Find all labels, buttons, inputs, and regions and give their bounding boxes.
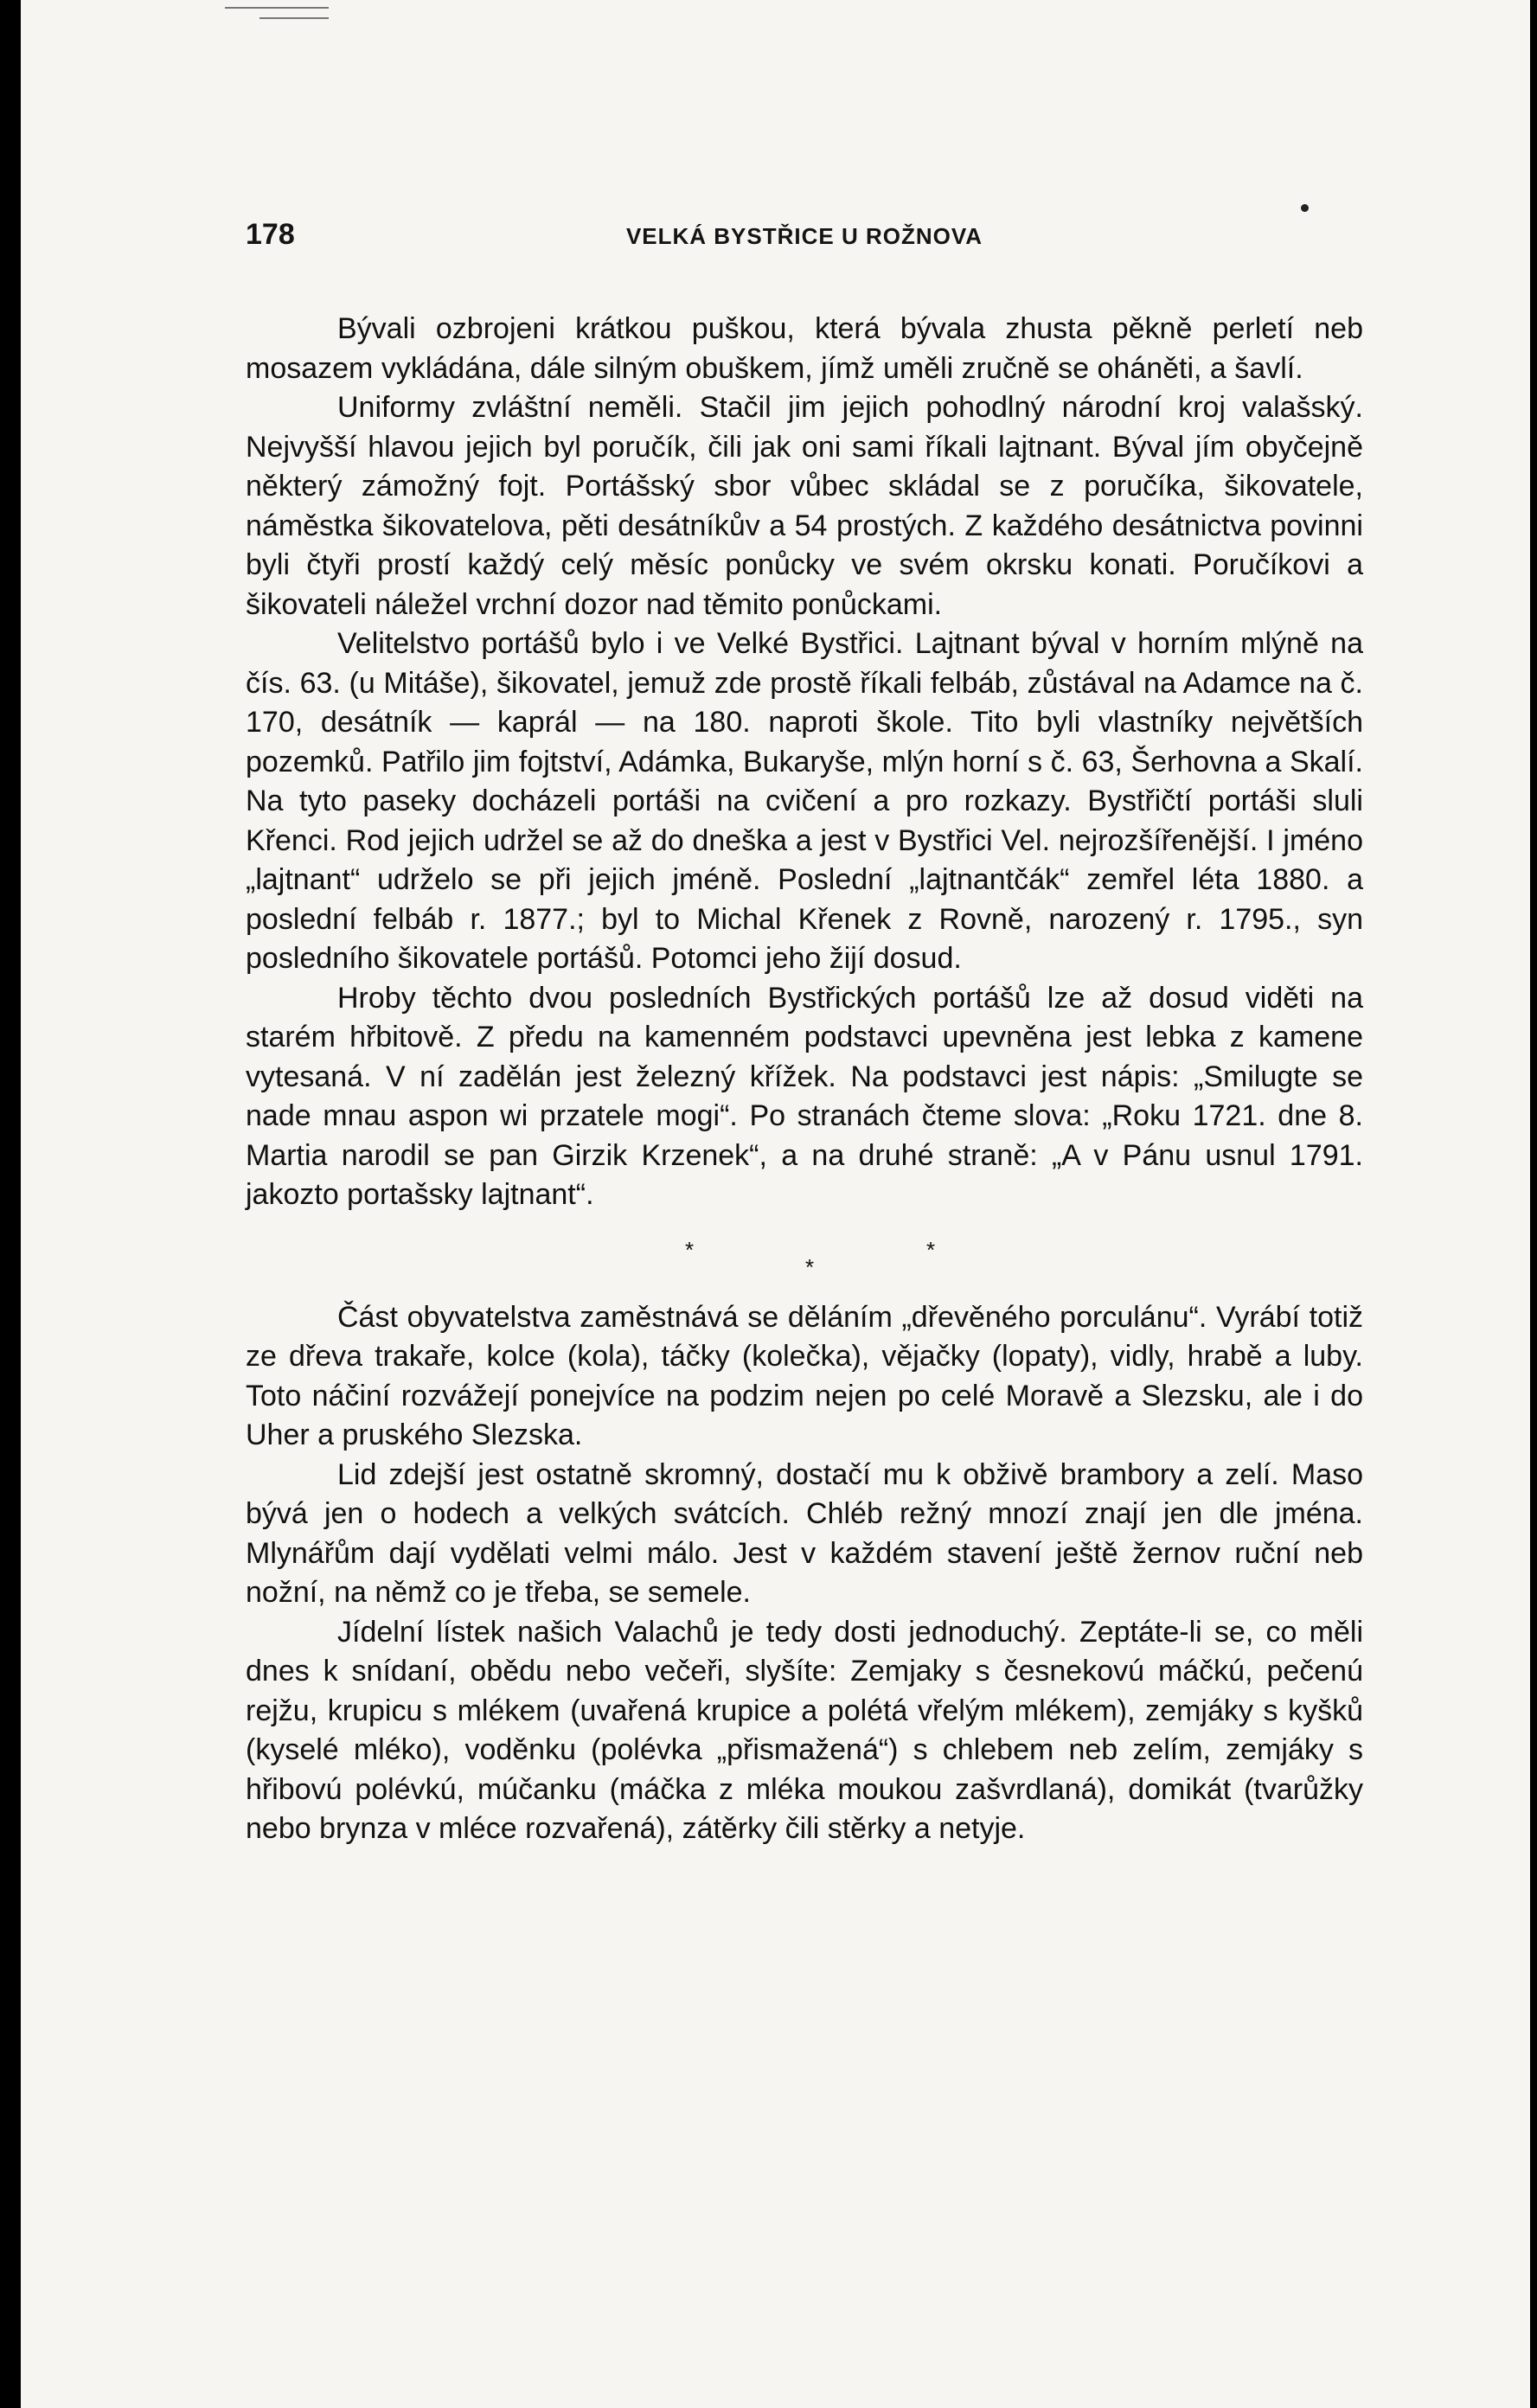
section-separator [246,1215,1363,1298]
book-page [21,0,1530,2408]
paragraph: Uniformy zvláštní neměli. Stačil jim jejich pohodlný národní kroj valašský. Nejvyšší hlavou jejich byl poručík, čili jak oni sami říkali lajtnant. Býval jím obyčejně některý zámožný fojt. Portášský sbor vůbec skládal se z poručíka, šikovatele, náměstka šikovatelova, pěti desátníkův a 54 prostých. Z každého desátnictva povinni byli čtyři prostí každý celý měsíc ponůcky ve svém okrsku konati. Poručíkovi a šikovateli náležel vrchní dozor nad těmito ponůckami. [246,391,1363,621]
running-title: VELKÁ BYSTŘICE U ROŽNOVA [625,223,983,249]
separator-mark: * [926,1236,936,1263]
paragraph: Část obyvatelstva zaměstnává se děláním „dřevěného porculánu“. Vyrábí totiž ze dřeva trakaře, kolce (kola), táčky (kolečka), vějačky (lopaty), vidly, hrabě a luby. Toto náčiní rozvážejí ponejvíce na podzim nejen po celé Moravě a Slezsku, ale i do Uher a pruského Slezska. [246,1300,1363,1451]
page-header [246,218,1363,259]
separator-mark: * [805,1253,815,1280]
ink-dot [1301,204,1309,212]
paragraph: Lid zdejší jest ostatně skromný, dostačí mu k obživě brambory a zelí. Maso bývá jen o hodech a velkých svátcích. Chléb režný mnozí znají jen dle jména. Mlynářům dají vydělati velmi málo. Jest v každém stavení ještě žernov ruční neb nožní, na němž co je třeba, se semele. [246,1457,1363,1609]
separator-mark: * [685,1236,695,1263]
paragraph: Velitelstvo portášů bylo i ve Velké Bystřici. Lajtnant býval v horním mlýně na čís. 63. (u Mitáše), šikovatel, jemuž zde prostě říkali felbáb, zůstával na Adamce na č. 170, desátník — kaprál — na 180. naproti škole. Tito byli vlastníky největších pozemků. Patřilo jim fojtství, Adámka, Bukaryše, mlýn horní s č. 63, Šerhovna a Skalí. Na tyto paseky docházeli portáši na cvičení a pro rozkazy. Bystřičtí portáši sluli Křenci. Rod jejich udržel se až do dneška a jest v Bystřici Vel. nejrozšířenější. I jméno „lajtnant“ udrželo se při jejich jméně. Poslední „lajtnantčák“ zemřel léta 1880. a poslední felbáb r. 1877.; byl to Michal Křenek z Rovně, narozený r. 1795., syn posledního šikovatele portášů. Potomci jeho žijí dosud. [246,627,1363,975]
paragraph: Hroby těchto dvou posledních Bystřických portášů lze až dosud viděti na starém hřbitově. Z předu na kamenném podstavci upevněna jest lebka z kamene vytesaná. V ní zadělán jest železný křížek. Na podstavci jest nápis: „Smilugte se nade mnau aspon wi przatele mogi“. Po stranách čteme slova: „Roku 1721. dne 8. Martia narodil se pan Girzik Krzenek“, a na druhé straně: „A v Pánu usnul 1791. jakozto portašsky lajtnant“. [246,981,1363,1211]
edge-mark [225,7,329,9]
page-number: 178 [246,218,295,251]
paragraph: Bývali ozbrojeni krátkou puškou, která bývala zhusta pěkně perletí neb mosazem vykládána, dále silným obuškem, jímž uměli zručně se oháněti, a šavlí. [246,312,1363,385]
edge-mark [259,17,329,19]
paragraph: Jídelní lístek našich Valachů je tedy dosti jednoduchý. Zeptáte-li se, co měli dnes k snídaní, obědu nebo večeři, slyšíte: Zemjaky s česnekovú máčkú, pečenú rejžu, krupicu s mlékem (uvařená krupice a polétá vřelým mlékem), zemjáky s kyšků (kyselé mléko), voděnku (polévka „přismažená“) s chlebem neb zelím, zemjáky s hřibovú polévkú, múčanku (máčka z mléka moukou zašvrdlaná), domikát (tvarůžky nebo brynza v mléce rozvařená), zátěrky čili stěrky a netyje. [246,1615,1363,1845]
body-text [246,310,1363,1849]
